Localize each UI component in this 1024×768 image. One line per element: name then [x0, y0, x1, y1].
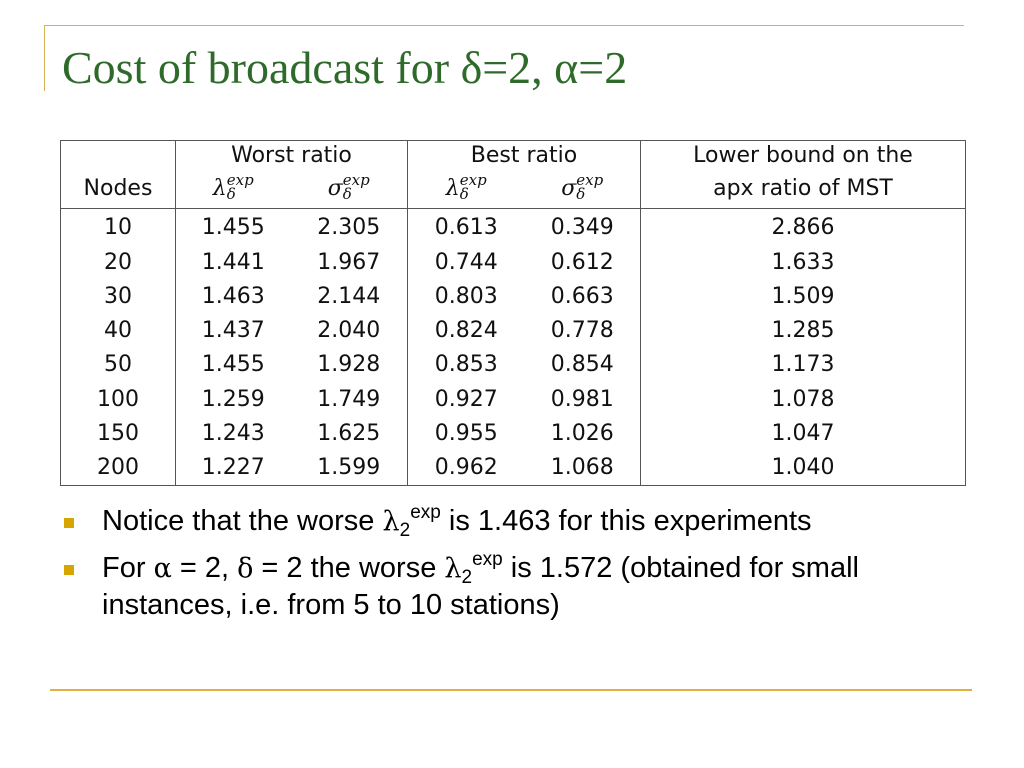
bullet-text: Notice that the worse — [102, 505, 383, 537]
cell-nodes: 20 — [61, 245, 176, 279]
header-worst-ratio: Worst ratio — [176, 141, 408, 172]
table-row — [61, 313, 966, 347]
cell-lower-bound: 1.509 — [771, 283, 835, 309]
cell-best-sigma: 0.663 — [525, 279, 641, 313]
bullet-item-1 — [62, 503, 962, 540]
cell-worst-lambda: 1.227 — [201, 455, 265, 481]
cell-best-sigma: 0.778 — [525, 313, 641, 347]
cell-best-lambda: 0.955 — [434, 421, 498, 447]
cell-worst-sigma: 2.040 — [291, 313, 408, 347]
cell-worst-sigma: 1.928 — [291, 348, 408, 382]
cell-best-lambda: 0.824 — [434, 318, 498, 344]
bullet-list — [62, 503, 962, 633]
superscript: exp — [410, 502, 441, 523]
cell-best-sigma: 0.349 — [525, 208, 641, 245]
cell-worst-sigma: 1.625 — [291, 416, 408, 450]
cell-nodes: 200 — [61, 451, 176, 486]
header-lower-bound-line1: Lower bound on the — [693, 143, 913, 169]
results-table — [60, 140, 966, 486]
cell-worst-sigma: 1.749 — [291, 382, 408, 416]
lambda-delta-exp-symbol: λ exp δ — [212, 171, 254, 204]
bullet-text: is 1.572 (obtained for small instances, i.e. from 5 to 10 stations) — [102, 552, 859, 621]
header-best-lambda — [408, 171, 525, 208]
bullet-item-2 — [62, 550, 962, 623]
cell-nodes: 50 — [61, 348, 176, 382]
cell-worst-sigma: 2.305 — [291, 208, 408, 245]
cell-best-lambda: 0.803 — [434, 283, 498, 309]
header-worst-lambda — [176, 171, 291, 208]
subscript: 2 — [399, 520, 411, 541]
square-bullet-icon — [64, 518, 74, 528]
cell-lower-bound: 1.633 — [771, 249, 835, 275]
table-header-row-2 — [61, 171, 966, 208]
header-empty-cell — [61, 141, 176, 172]
cell-lower-bound: 1.047 — [771, 421, 835, 447]
header-best-ratio: Best ratio — [408, 141, 641, 172]
cell-nodes: 150 — [61, 416, 176, 450]
cell-lower-bound: 1.078 — [771, 386, 835, 412]
superscript: exp — [472, 549, 503, 570]
cell-best-sigma: 0.854 — [525, 348, 641, 382]
bullet-text: = 2 the worse — [253, 552, 445, 584]
cell-best-sigma: 1.068 — [525, 451, 641, 486]
table-row — [61, 451, 966, 486]
alpha-symbol: α — [153, 553, 172, 584]
table-header-row-1 — [61, 141, 966, 172]
cell-worst-lambda: 1.441 — [201, 249, 265, 275]
table-row — [61, 208, 966, 245]
table-row — [61, 382, 966, 416]
cell-best-sigma: 0.981 — [525, 382, 641, 416]
bottom-rule — [50, 689, 972, 691]
delta-symbol: δ — [237, 553, 254, 584]
slide-title: Cost of broadcast for δ=2, α=2 — [62, 42, 628, 93]
cell-lower-bound: 1.173 — [771, 352, 835, 378]
table-row — [61, 279, 966, 313]
cell-best-lambda: 0.744 — [434, 249, 498, 275]
bullet-text: is 1.463 for this experiments — [440, 505, 812, 537]
cell-nodes: 30 — [61, 279, 176, 313]
cell-worst-lambda: 1.259 — [201, 386, 265, 412]
top-rule — [44, 25, 964, 26]
header-nodes: Nodes — [61, 171, 176, 208]
cell-best-lambda: 0.853 — [434, 352, 498, 378]
cell-worst-lambda: 1.437 — [201, 318, 265, 344]
table-row — [61, 416, 966, 450]
cell-nodes: 100 — [61, 382, 176, 416]
bullet-text: For — [102, 552, 154, 584]
cell-worst-lambda: 1.243 — [201, 421, 265, 447]
lambda-delta-exp-symbol: λ exp δ — [445, 171, 487, 204]
cell-best-lambda: 0.613 — [434, 215, 498, 241]
cell-worst-sigma: 1.967 — [291, 245, 408, 279]
cell-best-sigma: 1.026 — [525, 416, 641, 450]
left-rule — [44, 25, 45, 91]
bullet-text: = 2, — [171, 552, 238, 584]
cell-worst-sigma: 2.144 — [291, 279, 408, 313]
header-lower-bound-line2: apx ratio of MST — [641, 171, 966, 208]
header-best-sigma — [525, 171, 641, 208]
lambda-symbol: λ — [444, 553, 462, 584]
sigma-delta-exp-symbol: σ exp δ — [561, 171, 604, 204]
cell-nodes: 10 — [61, 208, 176, 245]
cell-nodes: 40 — [61, 313, 176, 347]
cell-lower-bound: 1.040 — [771, 455, 835, 481]
cell-best-lambda: 0.927 — [434, 386, 498, 412]
sigma-delta-exp-symbol: σ exp δ — [327, 171, 370, 204]
subscript: 2 — [461, 567, 473, 588]
square-bullet-icon — [64, 565, 74, 575]
cell-worst-lambda: 1.455 — [201, 352, 265, 378]
cell-worst-sigma: 1.599 — [291, 451, 408, 486]
table-row — [61, 245, 966, 279]
cell-best-lambda: 0.962 — [434, 455, 498, 481]
cell-worst-lambda: 1.455 — [201, 215, 265, 241]
lambda-symbol: λ — [382, 506, 400, 537]
header-worst-sigma — [291, 171, 408, 208]
cell-best-sigma: 0.612 — [525, 245, 641, 279]
cell-worst-lambda: 1.463 — [201, 283, 265, 309]
table-row — [61, 348, 966, 382]
cell-lower-bound: 2.866 — [771, 215, 835, 241]
cell-lower-bound: 1.285 — [771, 318, 835, 344]
